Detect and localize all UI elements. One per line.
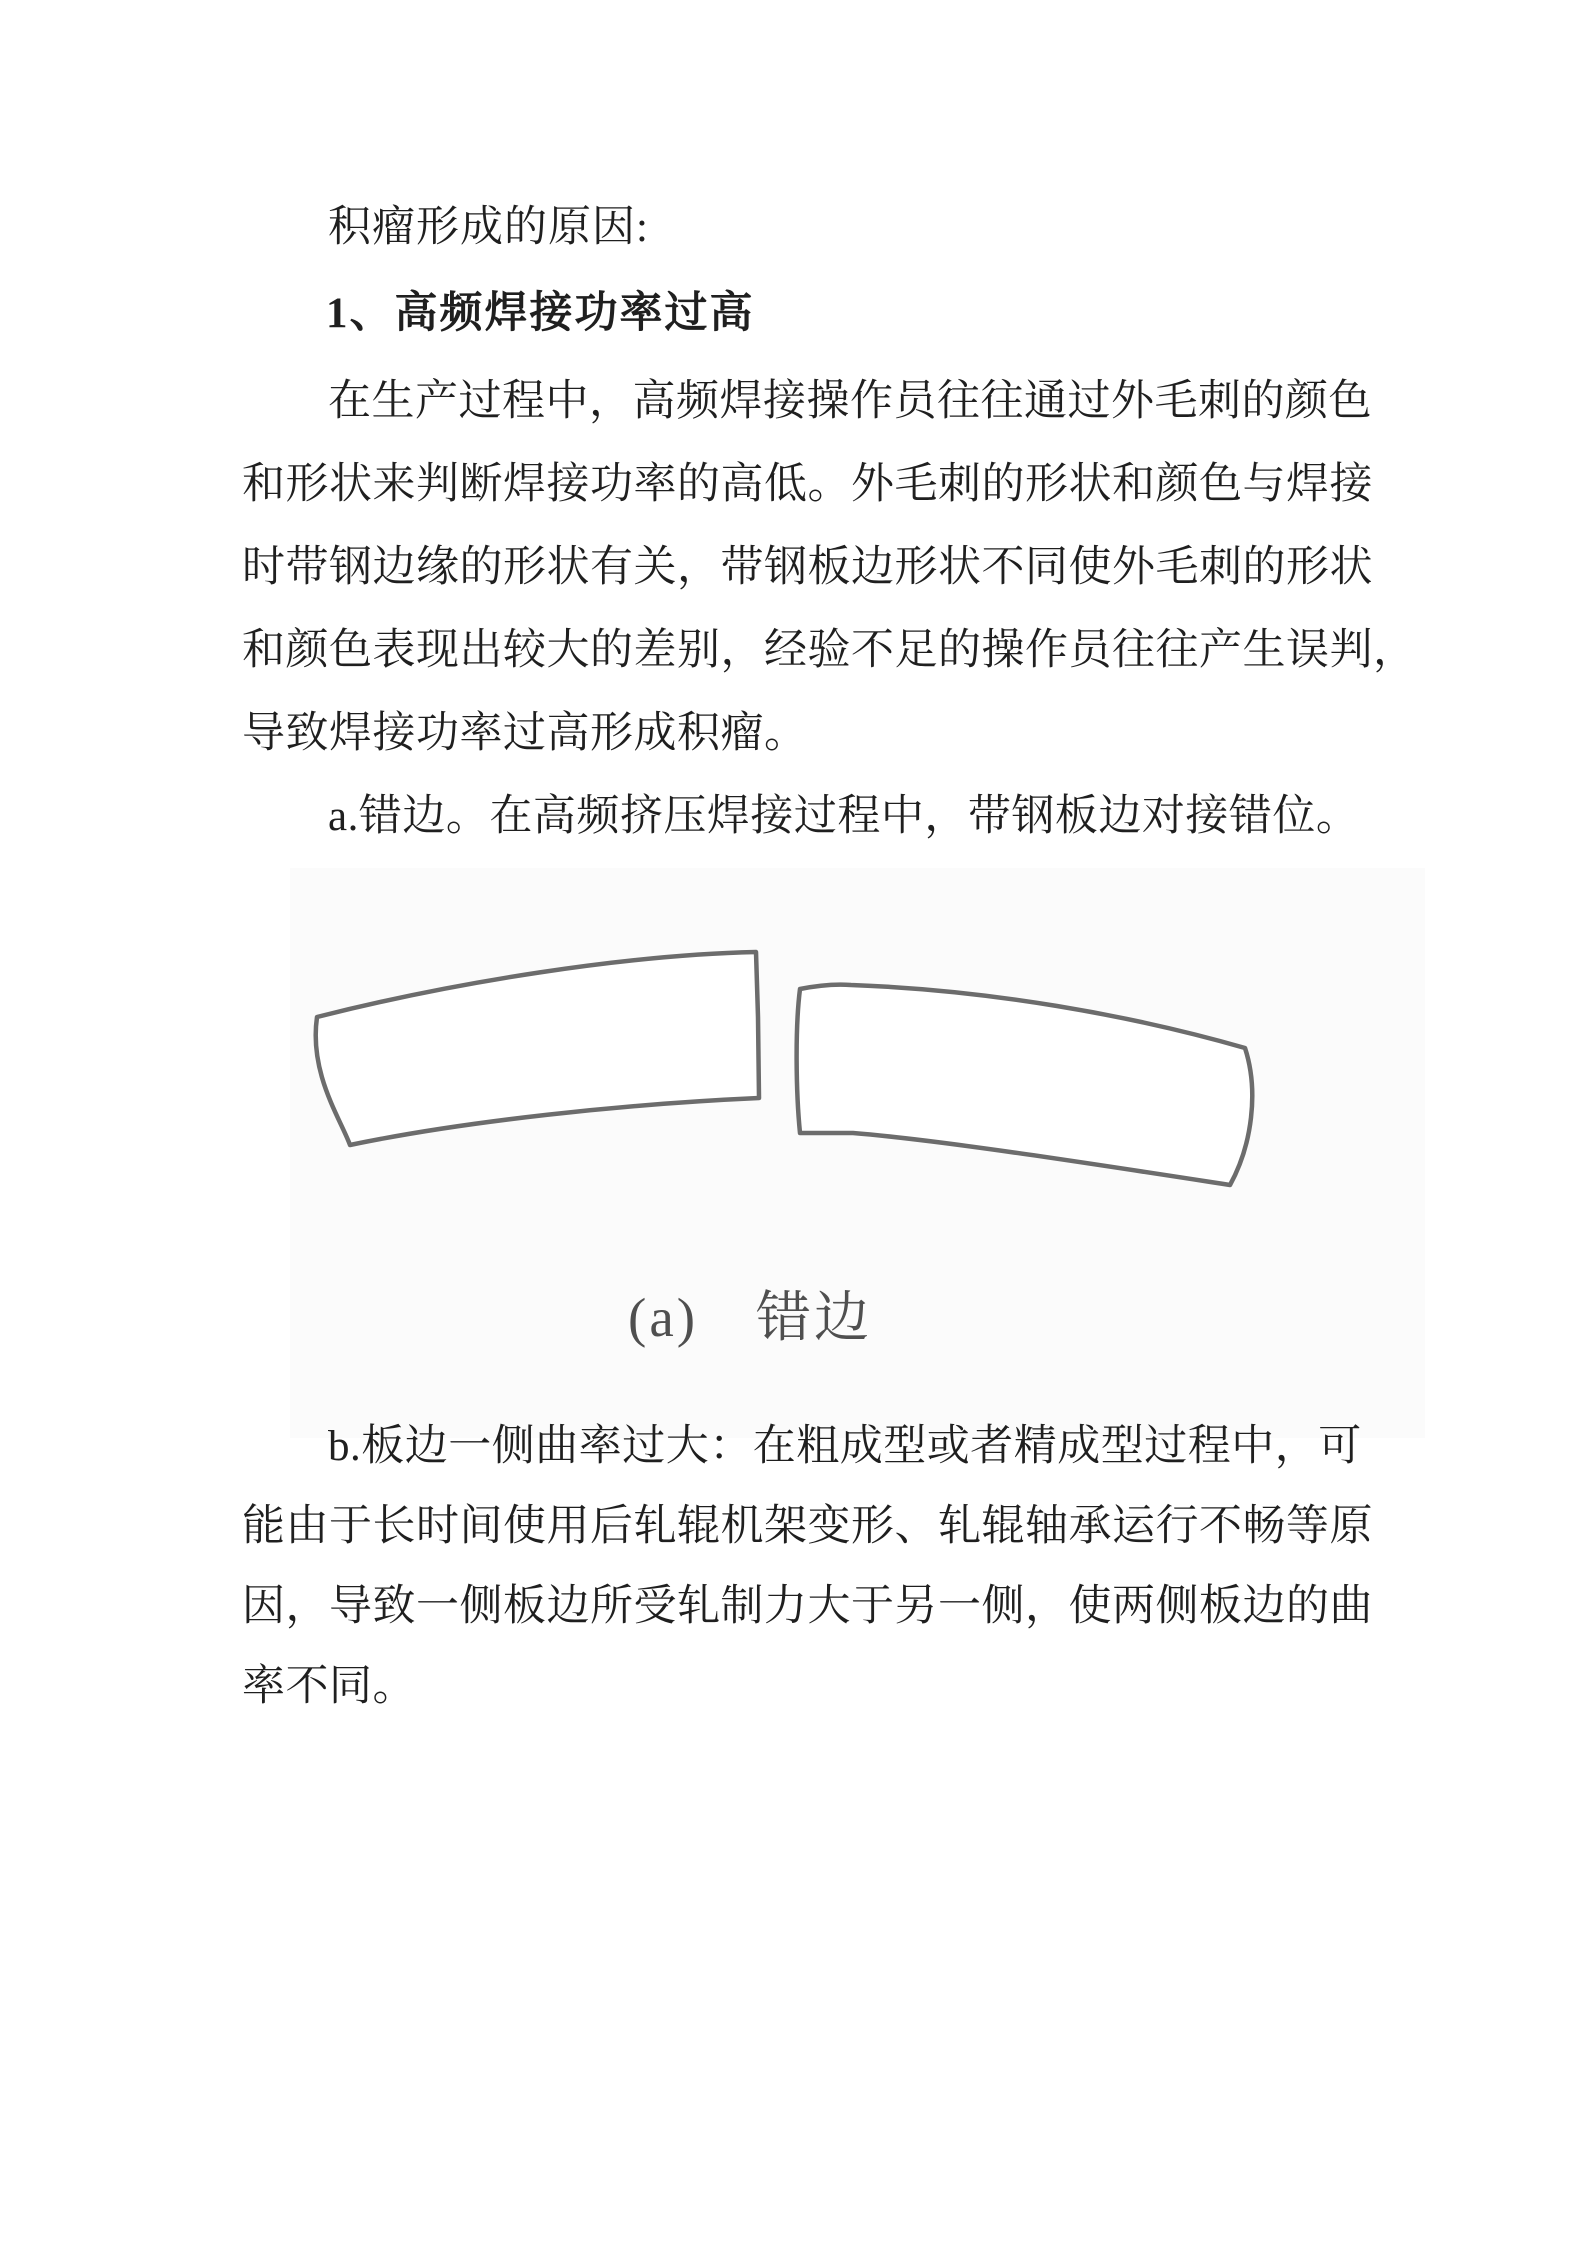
- section-heading: 积瘤形成的原因:: [328, 204, 649, 251]
- paragraph-line: b.板边一侧曲率过大：在粗成型或者精成型过程中，可: [328, 1423, 1362, 1470]
- paragraph-line: 时带钢边缘的形状有关，带钢板边形状不同使外毛刺的形状: [242, 544, 1373, 591]
- paragraph-weld-power: [242, 380, 1417, 878]
- paragraph-curvature: [242, 1425, 1373, 1745]
- paragraph-line: 和颜色表现出较大的差别，经验不足的操作员往往产生误判，: [242, 627, 1417, 674]
- right-plate-shape: [797, 985, 1253, 1185]
- paragraph-line: 因，导致一侧板边所受轧制力大于另一侧，使两侧板边的曲: [242, 1583, 1373, 1630]
- paragraph-line: 能由于长时间使用后轧辊机架变形、轧辊轴承运行不畅等原: [242, 1503, 1373, 1550]
- paragraph-line: 和形状来判断焊接功率的高低。外毛刺的形状和颜色与焊接: [242, 461, 1373, 508]
- figure-misaligned-edges: [290, 868, 1425, 1438]
- left-plate-shape: [316, 952, 759, 1145]
- subsection-heading: 1、高频焊接功率过高: [326, 290, 755, 337]
- paragraph-line: 率不同。: [242, 1663, 416, 1710]
- paragraph-line: 在生产过程中，高频焊接操作员往往通过外毛刺的颜色: [328, 378, 1372, 425]
- paragraph-line: 导致焊接功率过高形成积瘤。: [242, 710, 808, 757]
- misaligned-plates-drawing: [290, 868, 1425, 1438]
- figure-caption: (a) 错边: [628, 1287, 873, 1348]
- item-a-line: a.错边。在高频挤压焊接过程中，带钢板边对接错位。: [328, 793, 1360, 840]
